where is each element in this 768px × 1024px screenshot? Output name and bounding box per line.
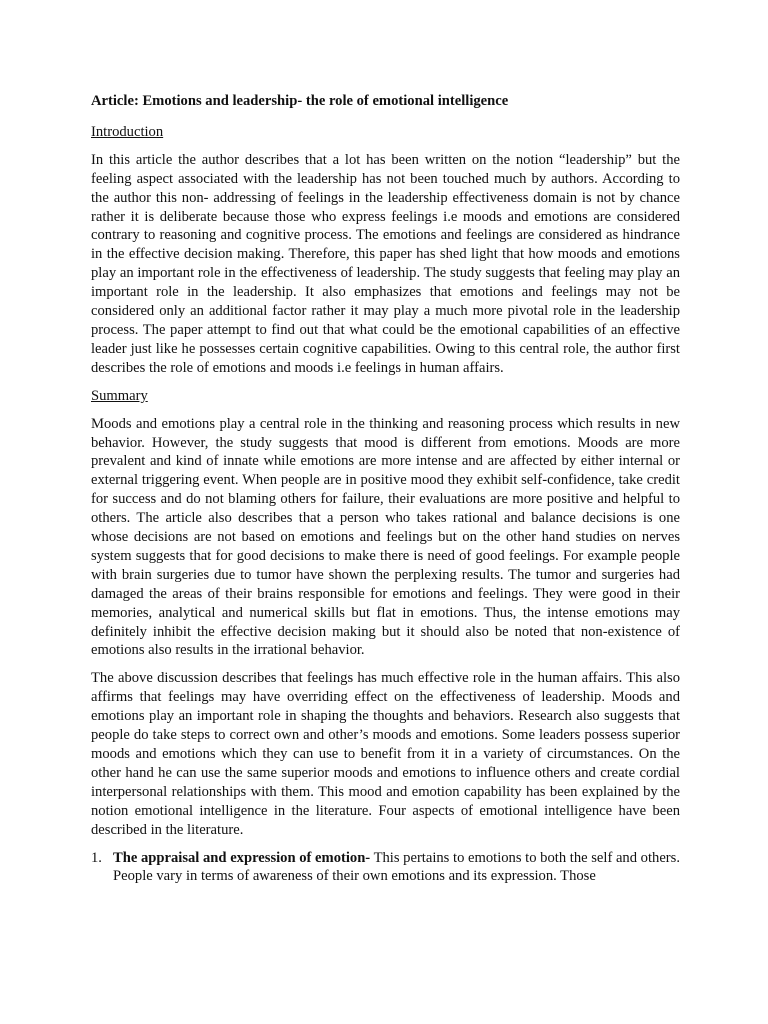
article-title: Article: Emotions and leadership- the role of emotional intelligence: [91, 93, 509, 109]
introduction-paragraph: In this article the author describes that a lot has been written on the notion “leadership” but the feeling aspect associated with the leadership has not been touched much by authors. According to the author this non- addressing of feelings in the leadership effectiveness domain is not by chance rather it is deliberate because those who express feelings i.e moods and emotions are considered contrary to reasoning and cognitive process. The emotions and feelings are considered as hindrance in the effective decision making. Therefore, this paper has shed light that how moods and emotions play an important role in the effectiveness of leadership. The study suggests that feeling may play an important role in the leadership. It also emphasizes that emotions and feelings may not be considered only an additional factor rather it may play a much more pivotal role in the leadership process. The paper attempt to find out that what could be the emotional capabilities of an effective leader just like he possesses certain cognitive capabilities. Owing to this central role, the author first describes the role of emotions and moods i.e feelings in human affairs.: [91, 151, 680, 376]
summary-heading: Summary: [91, 387, 148, 404]
list-item: [91, 849, 680, 887]
introduction-heading: Introduction: [91, 123, 164, 140]
list-item-number: 1.: [91, 849, 102, 866]
list-item-term: The appraisal and expression of emotion-: [113, 849, 371, 866]
emotional-intelligence-aspects-list: [91, 849, 680, 887]
summary-paragraph-2: The above discussion describes that feelings has much effective role in the human affairs. This also affirms that feelings may have overriding effect on the effectiveness of leadership. Moods and emotions play an important role in shaping the thoughts and behaviors. Research also suggests that people do take steps to correct own and other’s moods and emotions. Some leaders possess superior moods and emotions which they can use to benefit from it in a variety of circumstances. On the other hand he can use the same superior moods and emotions to influence others and create cordial interpersonal relationships with them. This mood and emotion capability has been explained by the notion emotional intelligence in the literature. Four aspects of emotional intelligence have been described in the literature.: [91, 670, 680, 838]
summary-paragraph-1: Moods and emotions play a central role in the thinking and reasoning process which results in new behavior. However, the study suggests that mood is different from emotions. Moods are more prevalent and kind of innate while emotions are more intense and are affected by either internal or external triggering event. When people are in positive mood they exhibit self-confidence, take credit for success and do not blaming others for failure, their evaluations are more positive and helpful to others. The article also describes that a person who takes rational and balance decisions is one whose decisions are not based on emotions and feelings but on the other hand studies on nerves system suggests that for good decisions to make there is need of good feelings. For example people with brain surgeries due to tumor have shown the perplexing results. The tumor and surgeries had damaged the areas of their brains responsible for emotions and feelings. They were good in their memories, analytical and numerical skills but flat in emotions. Thus, the intense emotions may definitely inhibit the effective decision making but it should also be noted that non-existence of emotions also results in the irrational behavior.: [91, 415, 680, 659]
document-page: [91, 92, 680, 886]
list-item-text: This pertains to emotions to both the self and others. People vary in terms of awareness of their own emotions and its expression. Those: [113, 849, 680, 885]
